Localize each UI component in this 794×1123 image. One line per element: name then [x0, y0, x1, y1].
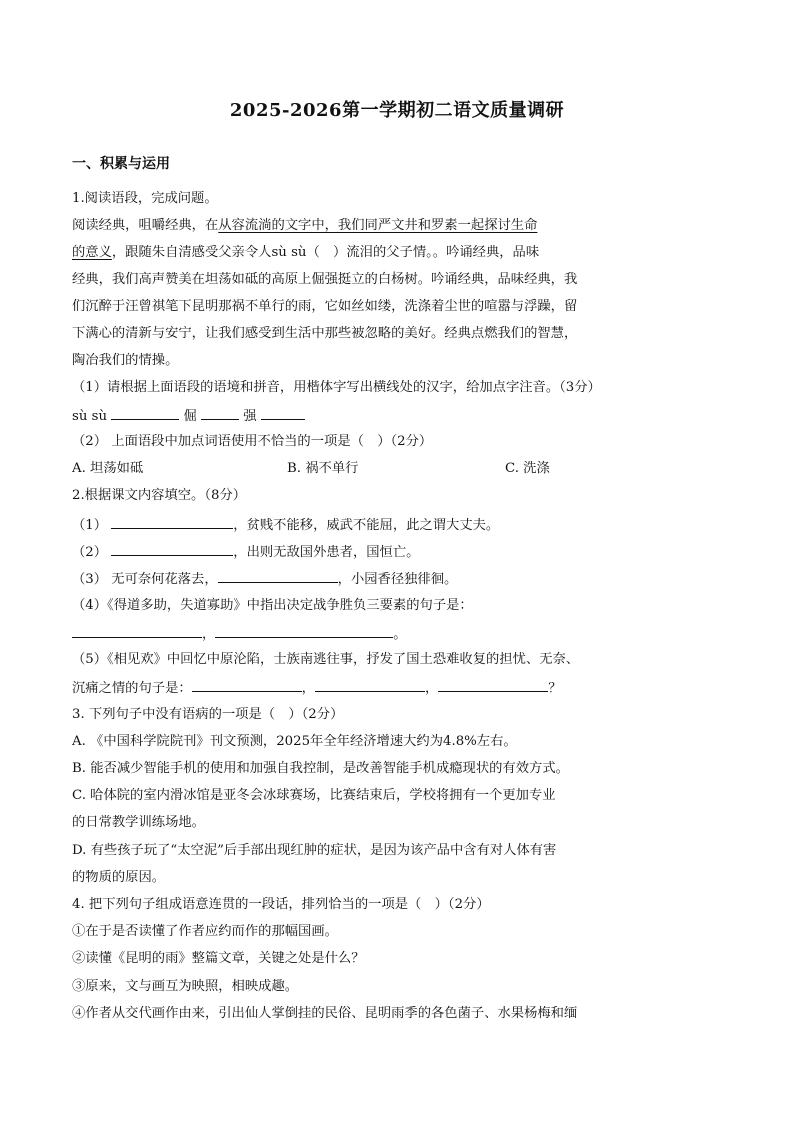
- answer-blank[interactable]: [215, 624, 393, 638]
- answer-blank[interactable]: [72, 624, 202, 638]
- q4-sentence-4: ④作者从交代画作由来，引出仙人掌倒挂的民俗、昆明雨季的各色菌子、水果杨梅和缅: [72, 1006, 578, 1021]
- q2-item-5: （5）《相见欢》中回忆中原沦陷，士族南逃往事，抒发了国土恐难收复的担忧、无奈、: [72, 652, 580, 667]
- q1-para-line-1: [72, 217, 537, 235]
- q2-stem: 2.根据课文内容填空。（8分）: [72, 488, 247, 503]
- q1-underlined-text: 从容流淌的文字中，我们同严文井和罗素一起探讨生命: [218, 218, 538, 233]
- item-number: （2）: [72, 545, 108, 560]
- item-text: 沉痛之情的句子是：: [72, 681, 192, 696]
- punctuation: ，: [301, 681, 315, 696]
- q4-sentence-2: ②读懂《昆明的雨》整篇文章，关键之处是什么？: [72, 951, 365, 966]
- q1-para-text: ，跟随朱自清感受父亲令人sù sù（ ）流泪的父子情。。吟诵经典，品味: [111, 245, 540, 260]
- q1-para-line-6: 陶冶我们的情操。: [72, 353, 179, 368]
- punctuation: ，: [424, 681, 439, 696]
- punctuation: ？: [548, 681, 562, 696]
- q2-item-4-blanks: [72, 624, 407, 644]
- q1-para-line-4: 们沉醉于汪曾祺笔下昆明那祸不单行的雨，它如丝如缕，洗涤着尘世的喧嚣与浮躁，留: [72, 299, 578, 314]
- answer-blank[interactable]: [192, 678, 302, 692]
- q2-item-3: [72, 569, 457, 589]
- char-label: 强: [243, 409, 257, 424]
- q1-sub1: （1）请根据上面语段的语境和拼音，用楷体字写出横线处的汉字，给加点字注音。（3分）: [72, 380, 601, 395]
- answer-blank[interactable]: [438, 678, 548, 692]
- q1-para-line-2: [72, 244, 539, 262]
- q2-item-4: （4）《得道多助，失道寡助》中指出决定战争胜负三要素的句子是：: [72, 598, 473, 613]
- q2-item-1: [72, 515, 499, 535]
- item-text: （3） 无可奈何花落去，: [72, 572, 218, 587]
- q4-sentence-1: ①在于是否读懂了作者应约而作的那幅国画。: [72, 924, 338, 939]
- section-heading: 一、积累与运用: [72, 156, 170, 172]
- punctuation: ，: [202, 627, 216, 642]
- q3-option-d-cont: 的物质的原因。: [72, 870, 166, 885]
- q1-para-line-3: 经典，我们高声赞美在坦荡如砥的高原上倔强挺立的白杨树。吟诵经典，品味经典，我: [72, 272, 578, 287]
- answer-blank[interactable]: [201, 406, 239, 420]
- q3-option-d[interactable]: D. 有些孩子玩了“太空泥”后手部出现红肿的症状，是因为该产品中含有对人体有害: [72, 843, 557, 858]
- q3-option-a[interactable]: A. 《中国科学院院刊》刊文预测，2025年全年经济增速大约为4.8%左右。: [72, 734, 517, 749]
- item-number: （1）: [72, 518, 108, 533]
- q3-option-c-cont: 的日常教学训练场地。: [72, 815, 205, 830]
- q1-stem: 1.阅读语段，完成问题。: [72, 191, 218, 206]
- item-text: ，小园香径独徘徊。: [337, 572, 458, 587]
- answer-blank[interactable]: [111, 542, 233, 556]
- option-b[interactable]: B. 祸不单行: [287, 461, 359, 476]
- q2-item-5-blanks: [72, 678, 562, 698]
- pinyin-label: sù sù: [72, 409, 108, 424]
- punctuation: 。: [393, 627, 407, 642]
- answer-blank[interactable]: [315, 678, 425, 692]
- answer-blank[interactable]: [261, 406, 305, 420]
- q3-option-c[interactable]: C. 哈体院的室内滑冰馆是亚冬会冰球赛场，比赛结束后，学校将拥有一个更加专业: [72, 788, 556, 803]
- item-text: ，贫贱不能移，威武不能屈，此之谓大丈夫。: [233, 518, 500, 533]
- answer-blank[interactable]: [111, 515, 233, 529]
- answer-blank[interactable]: [218, 569, 338, 583]
- item-text: ，出则无敌国外患者，国恒亡。: [233, 545, 420, 560]
- q1-para-line-5: 下满心的清新与安宁，让我们感受到生活中那些被忽略的美好。经典点燃我们的智慧，: [72, 326, 578, 341]
- answer-blank[interactable]: [111, 406, 179, 420]
- option-a[interactable]: A. 坦荡如砥: [72, 461, 144, 476]
- q1-para-text: 阅读经典，咀嚼经典，在: [72, 218, 219, 233]
- q4-sentence-3: ③原来，文与画互为映照，相映成趣。: [72, 979, 299, 994]
- char-label: 倔: [183, 409, 197, 424]
- q1-sub2: （2） 上面语段中加点词语使用不恰当的一项是（ ）（2分）: [72, 434, 433, 449]
- q1-sub1-answers: [72, 406, 305, 426]
- page-title: 2025-2026第一学期初二语文质量调研: [229, 100, 565, 121]
- q3-stem: 3. 下列句子中没有语病的一项是（ ）（2分）: [72, 707, 344, 722]
- q4-stem: 4. 把下列句子组成语意连贯的一段话，排列恰当的一项是（ ）（2分）: [72, 897, 490, 912]
- q1-underlined-text: 的意义: [72, 245, 112, 260]
- q2-item-2: [72, 542, 419, 562]
- q3-option-b[interactable]: B. 能否减少智能手机的使用和加强自我控制，是改善智能手机成瘾现状的有效方式。: [72, 761, 569, 776]
- option-c[interactable]: C. 洗涤: [505, 461, 550, 476]
